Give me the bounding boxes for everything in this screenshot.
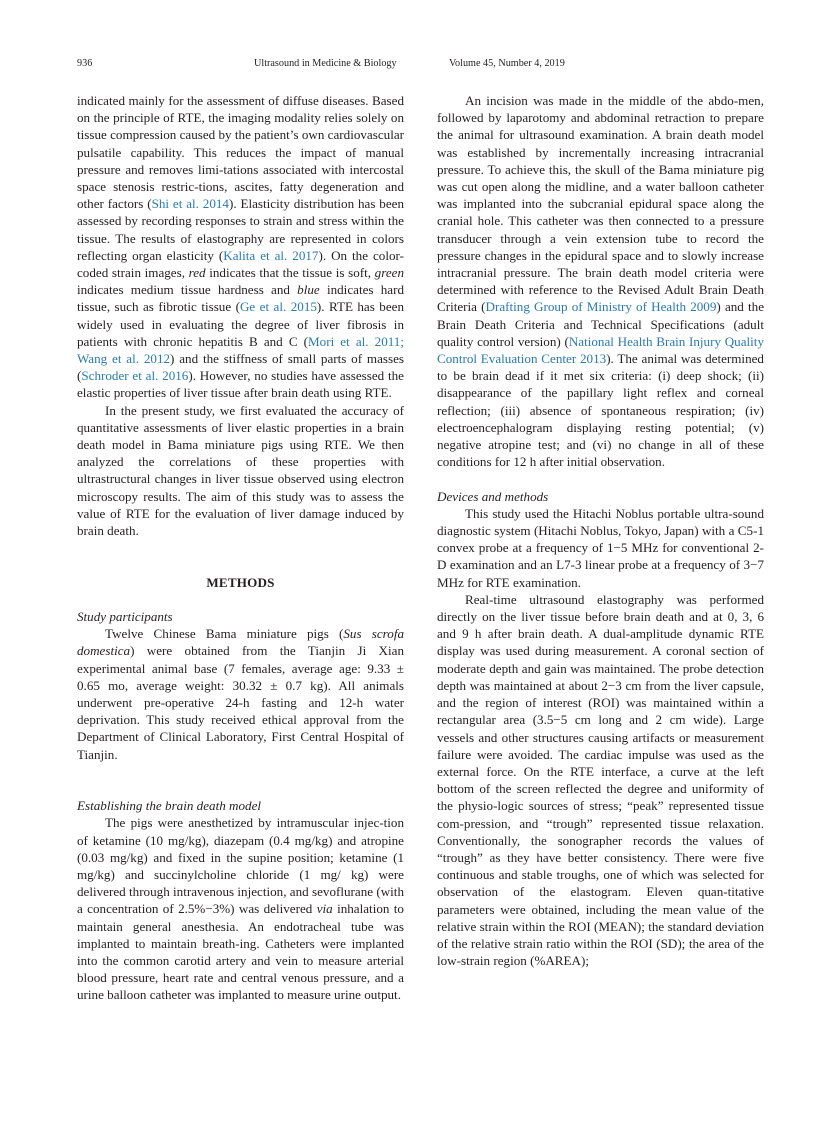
- incision-paragraph: [437, 92, 764, 470]
- text-run: ) and the Brain Death Criteria and Technical Specifications (adult quality control version) (: [437, 299, 765, 349]
- species-name: Sus scrofa domestica: [77, 626, 404, 659]
- text-run: ). However, no studies have assessed the elastic properties of liver tissue after brain death using RTE.: [77, 368, 404, 401]
- citation-link[interactable]: Ge et al. 2015: [239, 299, 317, 315]
- left-column: [77, 92, 404, 1004]
- journal-title: Ultrasound in Medicine & Biology: [254, 58, 397, 69]
- spacer: [77, 539, 404, 556]
- emphasis-green: green: [374, 265, 404, 281]
- text-run: ). RTE has been widely used in evaluating the degree of liver fibrosis in patients with chronic hepatitis B and C (: [77, 299, 404, 349]
- volume-info: Volume 45, Number 4, 2019: [449, 58, 565, 69]
- text-run: indicated mainly for the assessment of diffuse diseases. Based on the principle of RTE, the imaging modality relies solely on tissue compression caused by the patient’s own cardiovascular pulsatile capability. This reduces the impact of manual pressure and removes limi-tations associated with intercostal space stenosis restric-tions, ascites, fatty degeneration and other factors (: [77, 93, 404, 212]
- methods-heading: METHODS: [206, 574, 275, 590]
- elastography-paragraph: Real-time ultrasound elastography was performed directly on the liver tissue before brain death and at 0, 3, 6 and 9 h after brain death. A dual-amplitude dynamic RTE display was used during measurement. A coronal section of moderate depth and gain was maintained. The probe detection depth was maintained at about 2−3 cm from the liver capsule, and the region of interest (ROI) was maintained within a rectangular area (3.5−5 cm long and 2 cm wide). Large vessels and other structures causing artifacts or measurement failure were avoided. The cardiac impulse was used as the external force. On the RTE interface, a curve at the left bottom of the screen reflected the degree and uniformity of the physio-logic sources of stress; “peak” represented tissue com-pression, and “trough” represented tissue relaxation. Conventionally, the sonographer records the values of “trough” as they have better consistency. There were five continuous and stable troughs, one of which was selected for observation of the elastogram. Eleven quan-titative parameters were obtained, including the mean value of the relative strain within the ROI (MEAN); the standard deviation of the relative strain ratio within the ROI (SD); the area of the low-strain region (%AREA);: [437, 591, 764, 969]
- brain-death-model-heading: Establishing the brain death model: [77, 798, 262, 814]
- text-run: indicates medium tissue hardness and: [77, 282, 298, 298]
- text-run: ) and the stiffness of small parts of masses (: [77, 351, 404, 384]
- citation-link[interactable]: Drafting Group of Ministry of Health 2009: [485, 299, 717, 315]
- emphasis-red: red: [188, 265, 206, 281]
- spacer: [77, 780, 404, 797]
- text-run: The pigs were anesthetized by intramuscular injec-tion of ketamine (10 mg/kg), diazepam (0.4 mg/kg) and atropine (0.03 mg/kg) and fixed in the supine position; ketamine (1 mg/kg) and succinylcholine chloride (1 mg/ kg) were delivered through intravenous injection, and sevoflurane (with a concentration of 2.5%−3%) was delivered: [77, 815, 404, 917]
- citation-link[interactable]: Mori et al. 2011; Wang et al. 2012: [77, 333, 404, 367]
- study-participants-paragraph: [77, 625, 404, 763]
- spacer: [437, 470, 764, 487]
- text-run: ). Elasticity distribution has been assessed by recording responses to strain and stress within the tissue. The results of elastography are represented in colors reflecting organ elasticity (: [77, 196, 404, 263]
- text-run: indicates hard tissue, such as fibrotic tissue (: [77, 282, 404, 315]
- devices-paragraph: This study used the Hitachi Noblus portable ultra-sound diagnostic system (Hitachi Noblus, Tokyo, Japan) with a C5-1 convex probe at a frequency of 1−5 MHz for conventional 2-D examination and an L7-3 linear probe at a frequency of 3−7 MHz for RTE examination.: [437, 505, 764, 590]
- emphasis-via: via: [316, 901, 333, 917]
- spacer: [77, 556, 404, 573]
- text-run: ). The animal was determined to be brain dead if it met six criteria: (i) deep shock; (ii) disappearance of the papillary light reflex and corneal reflection; (iii) absence of spontaneous respiration; (iv) electroencephalogram displaying resting potential; (v) negative atropine test; and (vi) no change in all of these conditions for 12 h after initial observation.: [437, 351, 764, 470]
- intro-paragraph-continued: [77, 92, 404, 402]
- spacer: [77, 591, 404, 608]
- spacer: [77, 763, 404, 780]
- citation-link[interactable]: Schroder et al. 2016: [81, 368, 189, 384]
- text-run: An incision was made in the middle of the abdo-men, followed by laparotomy and abdominal retraction to prepare the animal for ultrasound examination. A brain death model was established by incrementally increasing intracranial pressure. To achieve this, the skull of the Bama miniature pig was cut open along the midline, and a water balloon catheter was implanted into the subcranial epidural space along the cranial hole. This catheter was then connected to a pressure transducer through a vein extension tube to record the pressure changes in the epidural space and to slowly increase intracranial pressure. The brain death model criteria were determined with reference to the Revised Adult Brain Death Criteria (: [437, 93, 764, 315]
- emphasis-blue: blue: [297, 282, 320, 298]
- text-run: indicates that the tissue is soft,: [205, 265, 375, 281]
- citation-link[interactable]: National Health Brain Injury Quality Control Evaluation Center 2013: [437, 333, 764, 367]
- text-run: ). On the color-coded strain images,: [77, 247, 404, 281]
- running-head: [77, 57, 763, 71]
- citation-link[interactable]: Kalita et al. 2017: [223, 247, 319, 263]
- page-number: 936: [77, 58, 93, 69]
- brain-death-model-paragraph: [77, 814, 404, 1003]
- text-run: Twelve Chinese Bama miniature pigs (: [105, 626, 344, 642]
- right-column: [437, 92, 764, 969]
- citation-link[interactable]: Shi et al. 2014: [151, 196, 229, 212]
- study-aim-paragraph: In the present study, we first evaluated the accuracy of quantitative assessments of liver elastic properties in a brain death model in Bama miniature pigs using RTE. We then analyzed the correlations of these properties with ultrastructural changes in liver tissue observed using electron microscopy results. The aim of this study was to assess the value of RTE for the evaluation of liver damage induced by brain death.: [77, 402, 404, 539]
- devices-methods-heading: Devices and methods: [437, 488, 549, 504]
- study-participants-heading: Study participants: [77, 609, 173, 625]
- text-run: inhalation to maintain general anesthesia. An endotracheal tube was implanted to maintain breath-ing. Catheters were implanted into the common carotid artery and vein to measure arterial blood pressure, heart rate and central venous pressure, and a urine balloon catheter was implanted to measure urine output.: [77, 901, 404, 1003]
- text-run: ) were obtained from the Tianjin Ji Xian experimental animal base (7 females, average age: 9.33 ± 0.65 mo, average weight: 30.32 ± 0.7 kg). All animals underwent pre-operative 24-h fasting and 12-h water deprivation. This study received ethical approval from the Department of Clinical Laboratory, First Central Hospital of Tianjin.: [77, 643, 404, 762]
